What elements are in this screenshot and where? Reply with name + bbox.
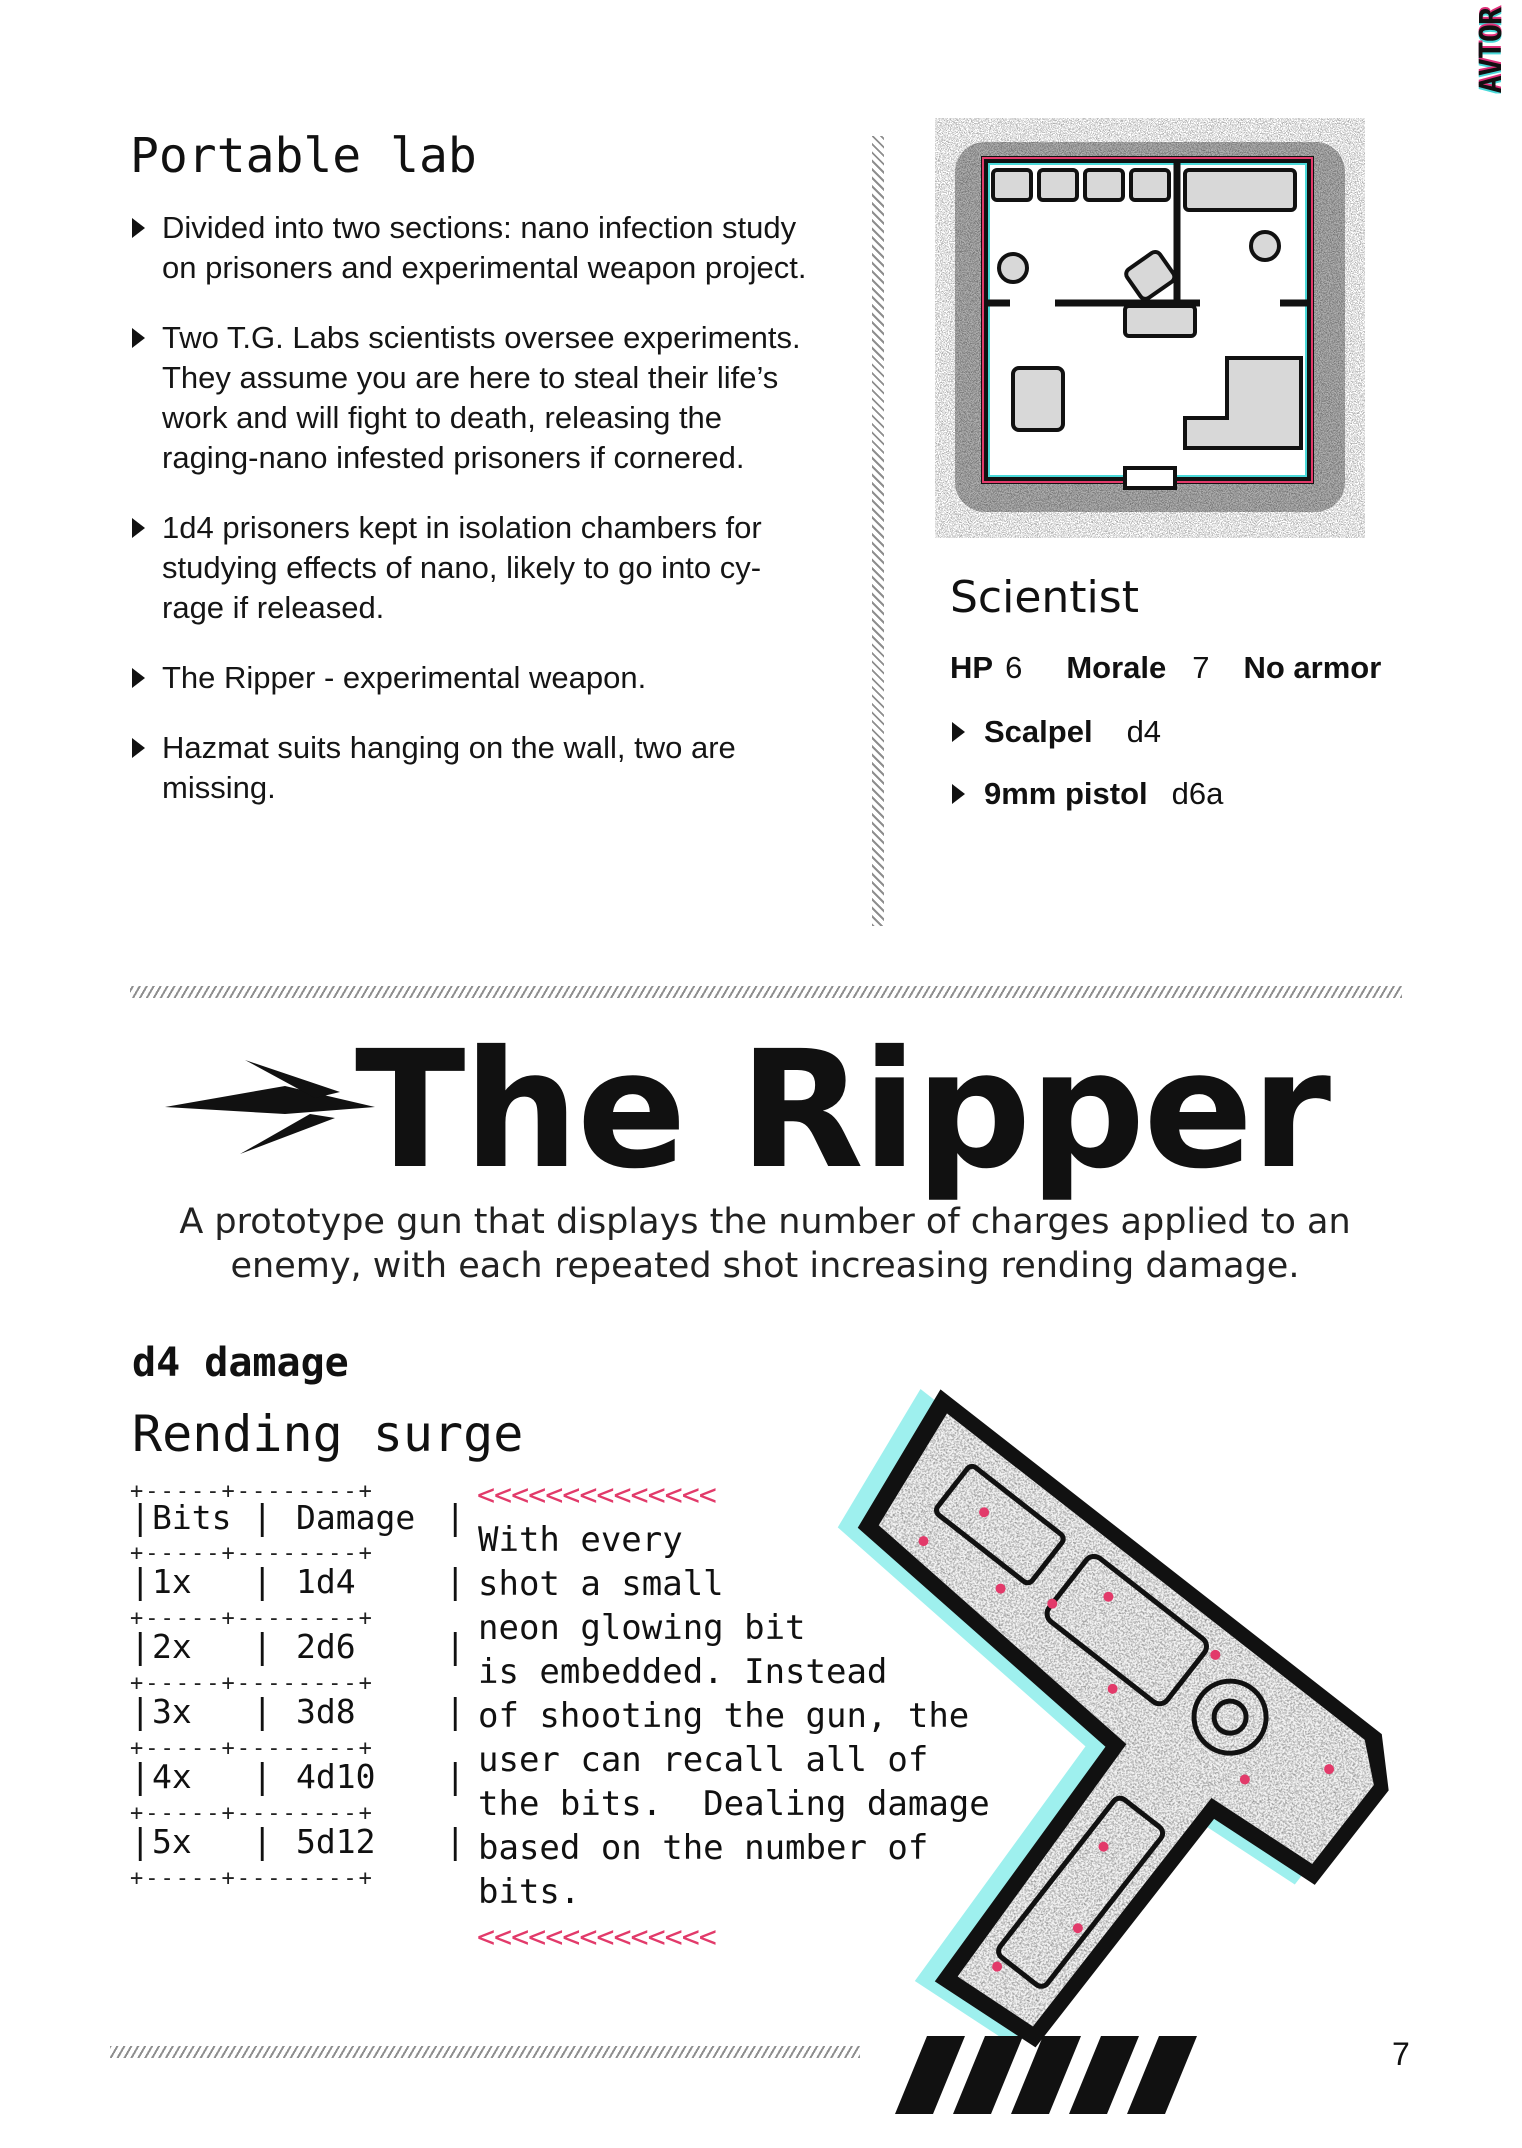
table-cell: 1d4 <box>296 1562 356 1601</box>
armor-value: No armor <box>1243 650 1382 685</box>
ability-line: based on the number of <box>478 1828 929 1868</box>
damage-label: d4 damage <box>132 1340 349 1386</box>
lab-feature-list <box>130 208 820 838</box>
brand-logo <box>1466 8 1522 128</box>
table-row: | 5x | 5d12 | <box>130 1822 466 1862</box>
table-row: | 1x | 1d4 | <box>130 1562 466 1602</box>
list-item <box>130 508 820 628</box>
table-border: +-----+--------+ <box>130 1541 374 1566</box>
damage-table <box>130 1479 470 1916</box>
weapon-name: 9mm pistol <box>984 776 1148 811</box>
ability-line: user can recall all of <box>478 1740 929 1780</box>
list-item <box>130 658 820 698</box>
table-row: | 3x | 3d8 | <box>130 1692 466 1732</box>
morale-label: Morale <box>1066 650 1167 685</box>
ability-line: With every <box>478 1520 683 1560</box>
weapon-name: Scalpel <box>984 714 1093 749</box>
hatched-divider-horizontal <box>110 2046 860 2058</box>
npc-name: Scientist <box>950 572 1139 623</box>
list-item <box>130 728 820 808</box>
ability-line: is embedded. Instead <box>478 1652 888 1692</box>
bullet-triangle-icon <box>952 784 965 804</box>
pink-arrow-divider-bottom: <<<<<<<<<<<<<< <box>477 1920 716 1955</box>
table-cell: 4d10 <box>296 1757 376 1796</box>
table-border: +-----+--------+ <box>130 1801 374 1826</box>
list-item-text: Divided into two sections: nano infection study on prisoners and experimental weapon project. <box>162 210 807 285</box>
list-item <box>130 208 820 288</box>
table-header-cell: Damage <box>296 1498 416 1537</box>
list-item-text: 1d4 prisoners kept in isolation chambers for studying effects of nano, likely to go into cy-rage if released. <box>162 510 762 625</box>
lab-floor-plan-map <box>935 118 1365 538</box>
table-cell: 2x <box>152 1627 192 1666</box>
ability-line: the bits. Dealing damage <box>478 1784 990 1824</box>
bullet-triangle-icon <box>132 328 145 348</box>
list-item <box>130 318 820 478</box>
hp-value: 6 <box>1005 650 1023 685</box>
table-header-row: | Bits | Damage | <box>130 1498 466 1538</box>
npc-stats <box>950 650 1381 686</box>
ability-line: shot a small <box>478 1564 724 1604</box>
ability-description <box>478 1518 1038 1914</box>
bullet-triangle-icon <box>132 218 145 238</box>
hatched-divider-horizontal <box>130 986 1402 998</box>
brand-logo-text: AVTOR <box>1474 8 1509 94</box>
hp-label: HP <box>950 650 994 685</box>
table-row: | 4x | 4d10 | <box>130 1757 466 1797</box>
hazard-stripes-decoration <box>895 2036 1215 2114</box>
page-number: 7 <box>1392 2036 1410 2072</box>
table-cell: 3d8 <box>296 1692 356 1731</box>
weapon-die: d4 <box>1126 714 1162 749</box>
morale-value: 7 <box>1192 650 1210 685</box>
list-item-text: Hazmat suits hanging on the wall, two are missing. <box>162 730 736 805</box>
bullet-triangle-icon <box>132 738 145 758</box>
table-cell: 4x <box>152 1757 192 1796</box>
list-item-text: The Ripper - experimental weapon. <box>162 660 647 695</box>
table-border: +-----+--------+ <box>130 1671 374 1696</box>
pink-arrow-divider-top: <<<<<<<<<<<<<< <box>477 1478 716 1513</box>
section-title-portable-lab: Portable lab <box>130 128 477 184</box>
table-border: +-----+--------+ <box>130 1606 374 1631</box>
table-border: +-----+--------+ <box>130 1736 374 1761</box>
hatched-divider-vertical <box>872 136 884 926</box>
table-cell: 5d12 <box>296 1822 376 1861</box>
bullet-triangle-icon <box>132 518 145 538</box>
bullet-triangle-icon <box>132 668 145 688</box>
ability-line: of shooting the gun, the <box>478 1696 970 1736</box>
table-cell: 2d6 <box>296 1627 356 1666</box>
list-item <box>950 774 1223 814</box>
weapon-die: d6a <box>1171 776 1224 811</box>
list-item-text: Two T.G. Labs scientists oversee experiments. They assume you are here to steal their life’s work and will fight to death, releasing the raging-nano infested prisoners if cornered. <box>162 320 801 475</box>
ability-line: neon glowing bit <box>478 1608 806 1648</box>
list-item <box>950 712 1223 752</box>
table-cell: 5x <box>152 1822 192 1861</box>
item-title: The Ripper <box>355 1017 1330 1205</box>
item-description: A prototype gun that displays the number of charges applied to an enemy, with each repeated shot increasing rending damage. <box>179 1202 1351 1286</box>
ripper-blade-icon <box>165 1052 375 1162</box>
table-border: +-----+--------+ <box>130 1479 374 1504</box>
table-border: +-----+--------+ <box>130 1866 374 1891</box>
table-row: | 2x | 2d6 | <box>130 1627 466 1667</box>
bullet-triangle-icon <box>952 722 965 742</box>
table-cell: 1x <box>152 1562 192 1601</box>
ability-title: Rending surge <box>132 1405 524 1463</box>
table-header-cell: Bits <box>152 1498 232 1537</box>
table-cell: 3x <box>152 1692 192 1731</box>
npc-weapon-list <box>950 712 1223 836</box>
ability-line: bits. <box>478 1872 581 1912</box>
